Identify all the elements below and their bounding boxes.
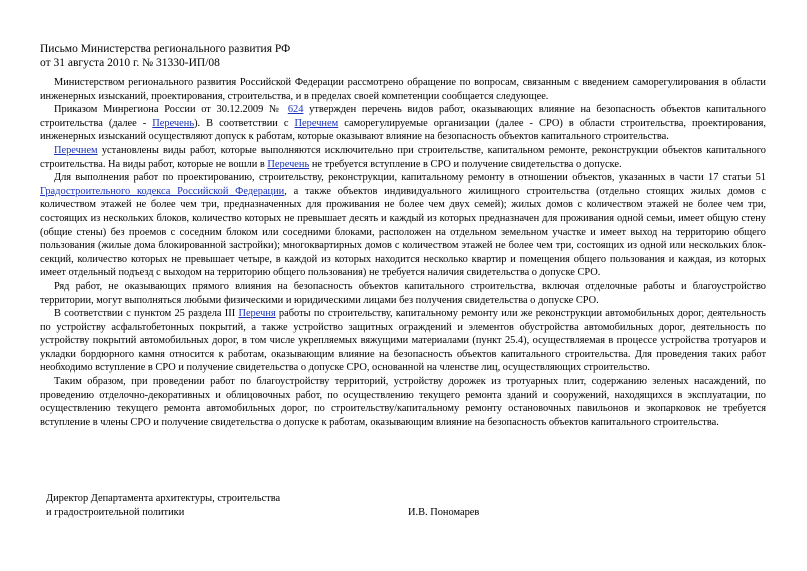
paragraph-text: Министерством регионального развития Российской Федерации рассмотрено обращение по вопросам, связанным с введением саморегулирования в области инженерных изысканий, проектирования, строительства, и в пределах своей компетенции сообщается следующее. [40,77,766,102]
paragraph-individual-housing [40,171,766,280]
link-perechnya[interactable]: Перечня [238,308,276,320]
link-perechen[interactable]: Перечень [152,117,195,129]
link-perechnem[interactable]: Перечнем [294,117,339,129]
paragraph-text: саморегулируемые организации (далее - СРО) в области строительства, проектирования, инженерных изысканий осуществляют допуск к работам, которые оказывают влияние на безопасность объектов капитального строительства. [40,117,767,143]
paragraph-conclusion [40,375,766,429]
paragraph-text: , а также объектов индивидуального жилищного строительства (отдельно стоящих жилых домов с количеством этажей не более чем три, предназначенных для проживания не более чем двух семей); жилых домов с количеством этажей не более чем три, состоящих из нескольких блоков, количество которых не превышает десять и каждый из которых предназначен для проживания одной семьи, имеет общую стену (общие стены) без проемов с соседним блоком или соседними блоками, расположен на отдельном земельном участке и имеет выход на территорию общего пользования (жилые дома блокированной застройки); многоквартирных домов с количеством этажей не более чем три, состоящих из одной или нескольких блок-секций, количество которых не превышает четыре, в каждой из которых находится несколько квартир и помещения общего пользования и каждая, из которых имеет отдельный подъезд с выходом на территорию общего пользования) не требуется наличия свидетельства о допуске СРО. [40,185,766,279]
paragraph-text: Приказом Минрегиона России от 30.12.2009 № [54,104,288,116]
paragraph-finishing-works [40,280,766,307]
signature-position-line1: Директор Департамента архитектуры, строительства [46,493,281,504]
link-perechnem[interactable]: Перечнем [54,144,98,156]
link-order-624[interactable]: 624 [287,104,304,116]
paragraph-text: В соответствии с пунктом 25 раздела III [54,308,239,320]
paragraph-text: ). В соответствии с [194,117,295,129]
link-grad-code[interactable]: Градостроительного кодекса Российской Федерации [40,185,285,197]
paragraph-text: Таким образом, при проведении работ по благоустройству территорий, устройству дорожек из тротуарных плит, содержанию зеленых насаждений, по проведению отделочно-декоративных и облицовочных работ, по осуществлению текущего ремонта зданий и сооружений, находящихся в эксплуатации, по осуществлению текущего ремонта автомобильных дорог, по строительству/капитальному ремонту остановочных павильонов и экопарковок не требуется вступление в члены СРО и получение свидетельства о допуске к работам, оказывающим влияние на безопасность объектов капитального строительства. [40,376,766,428]
paragraph-text: не требуется вступление в СРО и получение свидетельства о допуске. [309,158,622,170]
paragraph-text: Для выполнения работ по проектированию, строительству, реконструкции, капитальному ремонту в отношении объектов, указанных в части 17 статьи 51 [54,172,766,184]
document-header [40,42,290,70]
signature-name: И.В. Пономарев [408,507,480,518]
paragraph-roads [40,307,766,375]
paragraph-work-types [40,144,766,171]
paragraph-intro [40,76,766,103]
signature-position-line2: и градостроительной политики [46,507,185,518]
document-body [40,76,766,429]
paragraph-order [40,103,766,144]
signature-position [46,492,280,520]
link-perechen[interactable]: Перечень [267,158,310,170]
paragraph-text: работы по строительству, капитальному ремонту или же реконструкции автомобильных дорог, деятельность по устройству асфальтобетонных покрытий, а также устройство защитных ограждений и элементов обустройства автомобильных дорог, деятельность по устройству покрытий автомобильных дорог, в том числе укрепляемых вяжущими материалами (пункт 25.4), осуществляемая в процессе устройства тротуаров и укладки бордюрного камня относится к работам, оказывающим влияние на безопасность объектов капитального строительства. Для проведения таких работ необходимо вступление в СРО и получение свидетельства о допуске СРО, основанной на членстве лиц, осуществляющих строительство. [40,308,766,374]
paragraph-text: установлены виды работ, которые выполняются исключительно при строительстве, капитальном ремонте, реконструкции объектов капитального строительства. На виды работ, которые не вошли в [40,144,766,170]
header-date-number: от 31 августа 2010 г. № 31330-ИП/08 [40,57,220,69]
paragraph-text: утвержден перечень видов работ, оказывающих влияние на безопасность объектов капитального строительства (далее - [40,104,766,129]
header-title: Письмо Министерства регионального развития РФ [40,43,291,55]
paragraph-text: Ряд работ, не оказывающих прямого влияния на безопасность объектов капитального строительства, включая отделочные работы и благоустройство территории, могут выполняться любыми физическими и юридическими лицами без получения свидетельства о допуске СРО. [40,280,766,306]
